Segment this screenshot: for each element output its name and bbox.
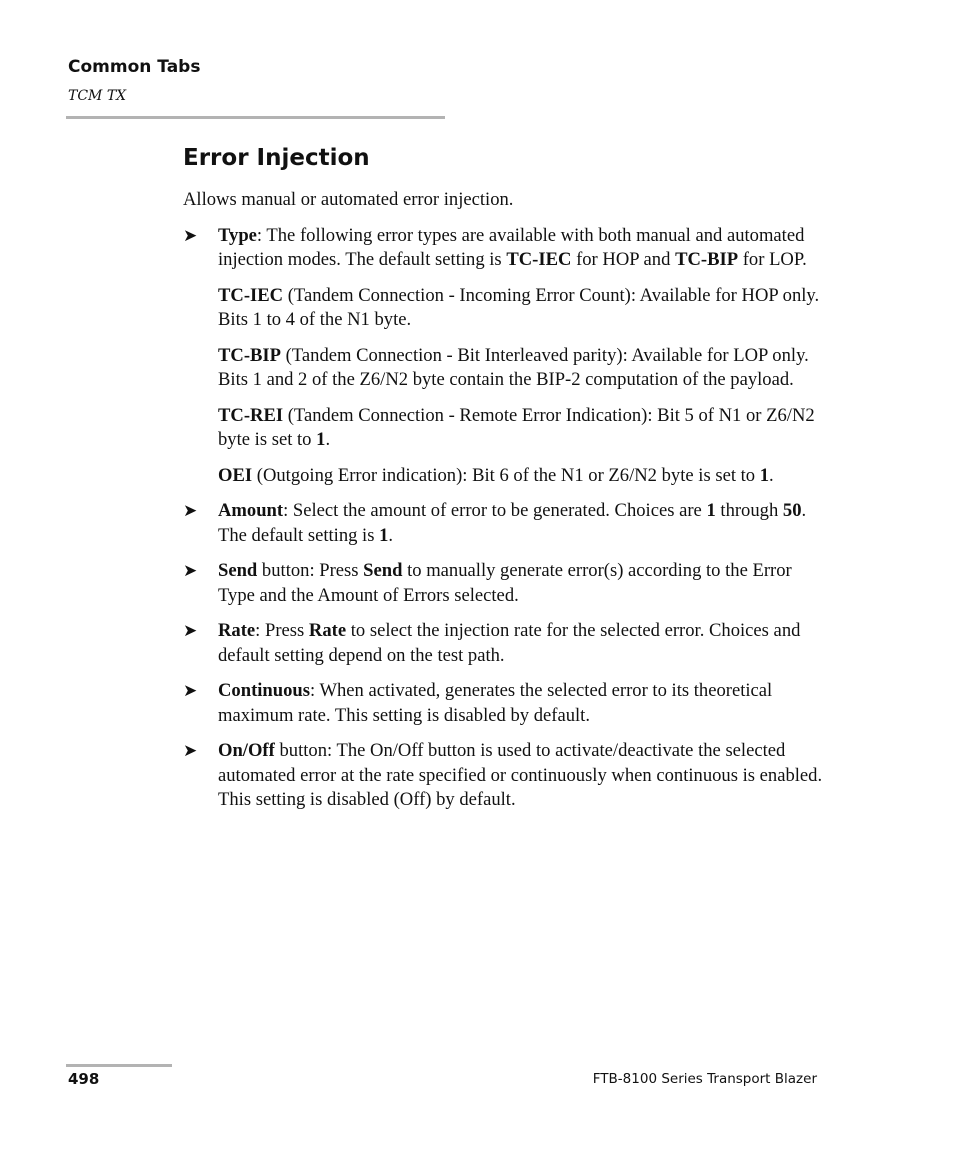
term-tc-iec: TC-IEC bbox=[218, 284, 284, 306]
detail-tc-rei bbox=[183, 404, 823, 453]
desc-oei-end: . bbox=[769, 464, 774, 486]
footer-divider bbox=[66, 1064, 172, 1067]
arrow-bullet-icon: ➤ bbox=[183, 621, 198, 641]
term-send: Send bbox=[218, 560, 258, 581]
term-rate: Rate bbox=[218, 620, 256, 641]
desc-type-2: for HOP and bbox=[571, 249, 676, 270]
intro-paragraph: Allows manual or automated error injection. bbox=[183, 189, 514, 210]
desc-amount-1: : Select the amount of error to be generated. Choices are bbox=[283, 500, 707, 521]
arrow-bullet-icon: ➤ bbox=[183, 561, 198, 581]
desc-continuous: : When activated, generates the selected error to its theoretical maximum rate. This setting is disabled by default. bbox=[218, 680, 773, 726]
value-oei: 1 bbox=[759, 464, 770, 486]
desc-tc-rei: (Tandem Connection - Remote Error Indication): Bit 5 of N1 or Z6/N2 byte is set to bbox=[218, 404, 815, 450]
value-amount-min: 1 bbox=[706, 500, 716, 521]
bullet-amount bbox=[183, 499, 823, 548]
detail-oei bbox=[183, 464, 823, 489]
term-on-off: On/Off bbox=[218, 740, 275, 761]
term-continuous: Continuous bbox=[218, 680, 310, 701]
detail-tc-iec bbox=[183, 284, 823, 333]
detail-tc-bip bbox=[183, 344, 823, 393]
section-heading: Error Injection bbox=[183, 145, 370, 171]
desc-oei: (Outgoing Error indication): Bit 6 of the N1 or Z6/N2 byte is set to bbox=[252, 464, 760, 486]
running-header-subtitle: TCM TX bbox=[68, 88, 127, 104]
bullet-type bbox=[183, 224, 823, 273]
desc-type-3: for LOP. bbox=[738, 249, 807, 270]
header-divider bbox=[66, 116, 445, 119]
value-amount-max: 50 bbox=[782, 500, 802, 521]
bullet-on-off bbox=[183, 739, 823, 813]
bullet-rate bbox=[183, 619, 823, 668]
value-amount-default: 1 bbox=[379, 524, 389, 546]
arrow-bullet-icon: ➤ bbox=[183, 501, 198, 521]
running-header-title: Common Tabs bbox=[68, 57, 201, 77]
bullet-continuous bbox=[183, 679, 823, 728]
desc-type-1: : The following error types are available with both manual and automated injection modes. The default setting is bbox=[218, 224, 805, 270]
page-number: 498 bbox=[68, 1070, 100, 1088]
term-send-inline: Send bbox=[363, 560, 403, 581]
desc-amount-3: . The default setting is bbox=[218, 500, 807, 546]
desc-tc-bip: (Tandem Connection - Bit Interleaved parity): Available for LOP only. Bits 1 and 2 of the Z6/N2 byte contain the BIP-2 computation of the payload. bbox=[218, 344, 809, 390]
desc-amount-2: through bbox=[715, 500, 783, 521]
value-tc-bip: TC-BIP bbox=[675, 249, 739, 270]
term-rate-inline: Rate bbox=[308, 620, 347, 641]
desc-on-off: button: The On/Off button is used to activate/deactivate the selected automated error at the rate specified or continuously when continuous is enabled. This setting is disabled (Off) by default. bbox=[218, 740, 823, 810]
desc-send-1: button: Press bbox=[257, 560, 364, 581]
term-tc-rei: TC-REI bbox=[218, 404, 284, 426]
term-tc-bip: TC-BIP bbox=[218, 344, 282, 366]
arrow-bullet-icon: ➤ bbox=[183, 741, 198, 761]
footer-product-name: FTB-8100 Series Transport Blazer bbox=[592, 1071, 817, 1087]
desc-amount-4: . bbox=[388, 524, 394, 546]
term-type: Type bbox=[218, 224, 257, 246]
bullet-send bbox=[183, 559, 823, 608]
term-amount: Amount bbox=[218, 500, 284, 521]
value-tc-iec: TC-IEC bbox=[506, 249, 572, 270]
desc-rate-2: to select the injection rate for the selected error. Choices and default setting depend on the test path. bbox=[218, 620, 801, 666]
desc-tc-rei-end: . bbox=[325, 429, 331, 450]
arrow-bullet-icon: ➤ bbox=[183, 681, 198, 701]
desc-rate-1: : Press bbox=[255, 620, 309, 641]
arrow-bullet-icon: ➤ bbox=[183, 225, 198, 246]
section-body bbox=[183, 188, 823, 824]
desc-tc-iec: (Tandem Connection - Incoming Error Count): Available for HOP only. Bits 1 to 4 of the N1 byte. bbox=[218, 284, 820, 330]
desc-send-2: to manually generate error(s) according to the Error Type and the Amount of Errors selected. bbox=[218, 560, 792, 606]
value-tc-rei: 1 bbox=[316, 429, 326, 450]
term-oei: OEI bbox=[218, 464, 253, 486]
